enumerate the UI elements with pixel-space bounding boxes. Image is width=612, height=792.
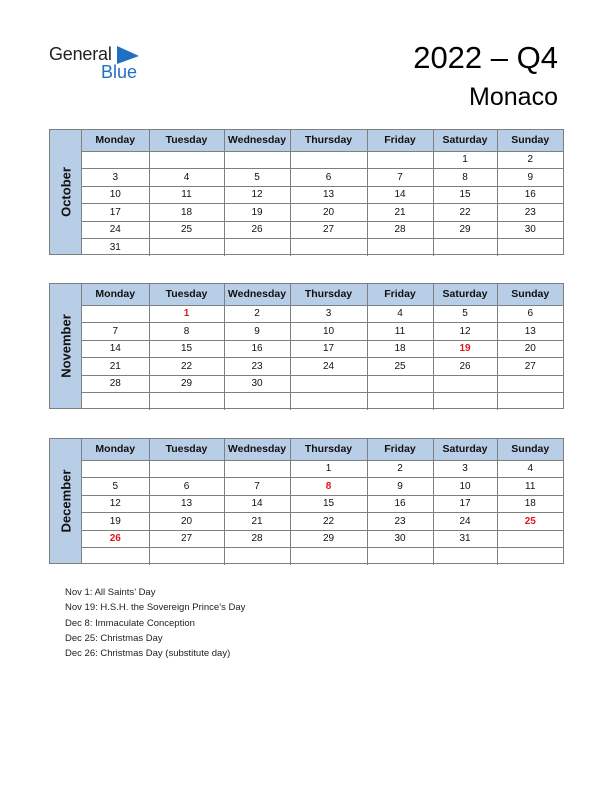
- day-cell: 11: [149, 186, 224, 204]
- weekday-header: Friday: [367, 284, 433, 305]
- day-cell: 12: [433, 323, 497, 341]
- logo-text-general: General: [49, 44, 112, 64]
- day-cell: [367, 548, 433, 566]
- day-cell: 20: [497, 340, 563, 358]
- day-cell: [149, 239, 224, 257]
- day-cell: 24: [82, 221, 149, 239]
- day-cell: 11: [367, 323, 433, 341]
- brand-logo: [49, 44, 159, 84]
- weekday-header: Wednesday: [224, 284, 290, 305]
- day-cell: 21: [224, 513, 290, 531]
- day-cell: 7: [224, 478, 290, 496]
- weekday-header-row: [82, 130, 563, 151]
- day-cell: 28: [224, 530, 290, 548]
- day-cell: 10: [290, 323, 367, 341]
- day-cell: 27: [149, 530, 224, 548]
- month-label-panel: [50, 439, 82, 563]
- day-cell: [433, 375, 497, 393]
- month-label-panel: [50, 130, 82, 254]
- day-cell: 22: [290, 513, 367, 531]
- day-cell: [82, 305, 149, 323]
- day-cell: 26: [82, 530, 149, 548]
- day-cell: [224, 393, 290, 411]
- week-row: [82, 239, 563, 257]
- day-cell: 23: [224, 358, 290, 376]
- week-row: [82, 530, 563, 548]
- day-cell: 13: [497, 323, 563, 341]
- day-cell: 19: [82, 513, 149, 531]
- weekday-header: Monday: [82, 130, 149, 151]
- holiday-note: Dec 8: Immaculate Conception: [65, 617, 195, 629]
- day-cell: 11: [497, 478, 563, 496]
- day-cell: 17: [82, 204, 149, 222]
- day-cell: [224, 460, 290, 478]
- day-cell: 7: [82, 323, 149, 341]
- day-cell: [82, 393, 149, 411]
- month-label-panel: [50, 284, 82, 408]
- day-cell: [433, 548, 497, 566]
- weekday-header: Thursday: [290, 130, 367, 151]
- weekday-header: Saturday: [433, 130, 497, 151]
- day-cell: 3: [433, 460, 497, 478]
- day-cell: 24: [290, 358, 367, 376]
- day-cell: [290, 548, 367, 566]
- day-cell: [497, 530, 563, 548]
- day-cell: [224, 548, 290, 566]
- week-row: [82, 478, 563, 496]
- day-cell: [149, 393, 224, 411]
- day-cell: 1: [290, 460, 367, 478]
- day-cell: [82, 460, 149, 478]
- week-row: [82, 513, 563, 531]
- day-cell: [224, 151, 290, 169]
- day-cell: [497, 393, 563, 411]
- day-cell: 1: [149, 305, 224, 323]
- weekday-header: Tuesday: [149, 284, 224, 305]
- day-cell: [367, 375, 433, 393]
- day-cell: 16: [224, 340, 290, 358]
- day-cell: 19: [224, 204, 290, 222]
- day-cell: [82, 548, 149, 566]
- day-cell: [290, 375, 367, 393]
- day-cell: 4: [497, 460, 563, 478]
- page-subtitle: Monaco: [469, 83, 558, 111]
- week-row: [82, 358, 563, 376]
- month-calendar-october: [49, 129, 564, 255]
- week-row: [82, 460, 563, 478]
- week-row: [82, 221, 563, 239]
- day-cell: [497, 548, 563, 566]
- day-cell: 2: [224, 305, 290, 323]
- day-cell: 9: [497, 169, 563, 187]
- day-cell: [367, 151, 433, 169]
- day-cell: 1: [433, 151, 497, 169]
- day-cell: 8: [290, 478, 367, 496]
- day-cell: 3: [290, 305, 367, 323]
- weekday-header: Saturday: [433, 284, 497, 305]
- day-cell: [433, 393, 497, 411]
- week-row: [82, 305, 563, 323]
- day-cell: 17: [290, 340, 367, 358]
- day-cell: [367, 239, 433, 257]
- day-cell: 6: [290, 169, 367, 187]
- day-cell: 14: [224, 495, 290, 513]
- month-calendar-november: [49, 283, 564, 409]
- day-cell: 18: [149, 204, 224, 222]
- day-cell: 20: [290, 204, 367, 222]
- day-cell: 6: [497, 305, 563, 323]
- day-cell: 29: [290, 530, 367, 548]
- day-cell: 15: [149, 340, 224, 358]
- month-grid: [82, 130, 563, 256]
- day-cell: 2: [367, 460, 433, 478]
- day-cell: 10: [433, 478, 497, 496]
- day-cell: 7: [367, 169, 433, 187]
- day-cell: [497, 375, 563, 393]
- day-cell: [367, 393, 433, 411]
- day-cell: 18: [497, 495, 563, 513]
- day-cell: 6: [149, 478, 224, 496]
- weekday-header: Thursday: [290, 284, 367, 305]
- day-cell: 8: [149, 323, 224, 341]
- week-row: [82, 340, 563, 358]
- weekday-header: Saturday: [433, 439, 497, 460]
- weekday-header-row: [82, 439, 563, 460]
- weekday-header: Sunday: [497, 439, 563, 460]
- day-cell: 31: [433, 530, 497, 548]
- weekday-header: Sunday: [497, 284, 563, 305]
- weekday-header: Monday: [82, 439, 149, 460]
- day-cell: 14: [367, 186, 433, 204]
- week-row: [82, 323, 563, 341]
- day-cell: 13: [290, 186, 367, 204]
- day-cell: [149, 548, 224, 566]
- day-cell: 26: [224, 221, 290, 239]
- day-cell: [82, 151, 149, 169]
- holiday-note: Nov 1: All Saints’ Day: [65, 587, 156, 598]
- day-cell: 16: [497, 186, 563, 204]
- day-cell: 30: [367, 530, 433, 548]
- day-cell: 19: [433, 340, 497, 358]
- page-title: 2022 – Q4: [413, 40, 558, 75]
- weekday-header: Wednesday: [224, 130, 290, 151]
- weekday-header: Tuesday: [149, 439, 224, 460]
- day-cell: [290, 151, 367, 169]
- day-cell: 13: [149, 495, 224, 513]
- weekday-header-row: [82, 284, 563, 305]
- week-row: [82, 548, 563, 566]
- day-cell: 29: [433, 221, 497, 239]
- holiday-note: Dec 26: Christmas Day (substitute day): [65, 648, 231, 660]
- day-cell: [290, 393, 367, 411]
- weekday-header: Wednesday: [224, 439, 290, 460]
- day-cell: 4: [149, 169, 224, 187]
- day-cell: 12: [224, 186, 290, 204]
- weekday-header: Thursday: [290, 439, 367, 460]
- holiday-notes: [65, 585, 245, 661]
- day-cell: 12: [82, 495, 149, 513]
- day-cell: 26: [433, 358, 497, 376]
- day-cell: 8: [433, 169, 497, 187]
- week-row: [82, 375, 563, 393]
- day-cell: 10: [82, 186, 149, 204]
- day-cell: 3: [82, 169, 149, 187]
- day-cell: 15: [433, 186, 497, 204]
- day-cell: 9: [367, 478, 433, 496]
- day-cell: 22: [149, 358, 224, 376]
- day-cell: [149, 151, 224, 169]
- day-cell: 28: [367, 221, 433, 239]
- week-row: [82, 393, 563, 411]
- holiday-note: Dec 25: Christmas Day: [65, 632, 163, 644]
- weekday-header: Tuesday: [149, 130, 224, 151]
- day-cell: [224, 239, 290, 257]
- day-cell: 16: [367, 495, 433, 513]
- month-grid: [82, 284, 563, 410]
- day-cell: 14: [82, 340, 149, 358]
- day-cell: 5: [224, 169, 290, 187]
- weekday-header: Monday: [82, 284, 149, 305]
- day-cell: 20: [149, 513, 224, 531]
- day-cell: 18: [367, 340, 433, 358]
- day-cell: 31: [82, 239, 149, 257]
- day-cell: 24: [433, 513, 497, 531]
- weekday-header: Friday: [367, 130, 433, 151]
- day-cell: 4: [367, 305, 433, 323]
- day-cell: 30: [497, 221, 563, 239]
- day-cell: 28: [82, 375, 149, 393]
- day-cell: 22: [433, 204, 497, 222]
- day-cell: 9: [224, 323, 290, 341]
- month-name: December: [58, 469, 73, 533]
- logo-text-blue: Blue: [101, 62, 138, 82]
- weekday-header: Sunday: [497, 130, 563, 151]
- day-cell: [433, 239, 497, 257]
- week-row: [82, 151, 563, 169]
- month-name: November: [58, 314, 73, 378]
- week-row: [82, 186, 563, 204]
- day-cell: 15: [290, 495, 367, 513]
- day-cell: 21: [367, 204, 433, 222]
- day-cell: 30: [224, 375, 290, 393]
- day-cell: 5: [82, 478, 149, 496]
- month-grid: [82, 439, 563, 565]
- day-cell: 17: [433, 495, 497, 513]
- day-cell: 25: [497, 513, 563, 531]
- month-calendar-december: [49, 438, 564, 564]
- day-cell: 27: [290, 221, 367, 239]
- day-cell: 23: [497, 204, 563, 222]
- day-cell: 25: [149, 221, 224, 239]
- week-row: [82, 495, 563, 513]
- day-cell: [497, 239, 563, 257]
- holiday-note: Nov 19: H.S.H. the Sovereign Prince’s Day: [65, 602, 246, 614]
- day-cell: 25: [367, 358, 433, 376]
- month-name: October: [58, 167, 73, 217]
- weekday-header: Friday: [367, 439, 433, 460]
- day-cell: 23: [367, 513, 433, 531]
- day-cell: [149, 460, 224, 478]
- day-cell: 29: [149, 375, 224, 393]
- day-cell: [290, 239, 367, 257]
- week-row: [82, 204, 563, 222]
- week-row: [82, 169, 563, 187]
- day-cell: 5: [433, 305, 497, 323]
- day-cell: 2: [497, 151, 563, 169]
- day-cell: 21: [82, 358, 149, 376]
- day-cell: 27: [497, 358, 563, 376]
